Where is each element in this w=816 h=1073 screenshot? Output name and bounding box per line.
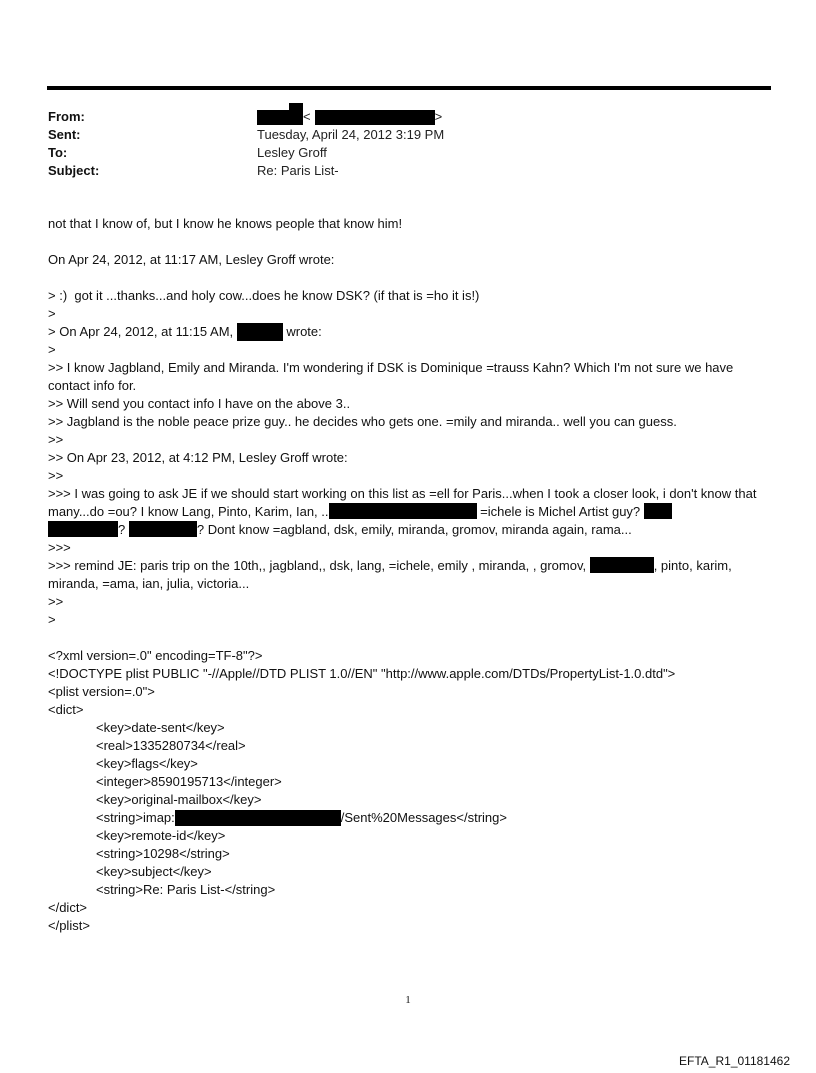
quoted-text: > On Apr 24, 2012, at 11:15 AM,: [48, 324, 237, 339]
plist-line: <key>flags</key>: [96, 756, 198, 771]
quoted-line: [48, 557, 773, 593]
from-gt: >: [434, 109, 443, 124]
plist-line: <string>10298</string>: [96, 846, 230, 861]
from-value: [257, 108, 442, 126]
plist-line: <integer>8590195713</integer>: [96, 774, 282, 789]
document-id: EFTA_R1_01181462: [679, 1054, 790, 1068]
plist-line: <string>Re: Paris List-</string>: [96, 882, 276, 897]
quoted-text: wrote:: [282, 324, 322, 339]
redaction-block: [257, 110, 289, 125]
to-value: Lesley Groff: [257, 145, 327, 160]
redaction-block: [315, 110, 435, 125]
plist-line: </plist>: [48, 918, 90, 933]
quoted-line: [48, 323, 773, 341]
quote-attribution: On Apr 24, 2012, at 11:17 AM, Lesley Groff wrote:: [48, 252, 335, 267]
to-label: To:: [48, 145, 68, 160]
redaction-block: [644, 503, 672, 519]
email-header: [48, 108, 444, 180]
plist-line: <key>original-mailbox</key>: [96, 792, 262, 807]
email-body: [48, 215, 773, 935]
redaction-block: [590, 557, 654, 573]
subject-row: [48, 162, 444, 180]
quoted-line: >: [48, 342, 56, 357]
subject-label: Subject:: [48, 163, 100, 178]
quoted-line: >>: [48, 594, 64, 609]
plist-text: <string>imap:: [96, 810, 175, 825]
sent-row: [48, 126, 444, 144]
plist-line: </dict>: [48, 900, 88, 915]
quoted-line: >>>: [48, 540, 71, 555]
plist-line: <!DOCTYPE plist PUBLIC "-//Apple//DTD PLIST 1.0//EN" "http://www.apple.com/DTDs/PropertyList-1.0.dtd">: [48, 666, 676, 681]
quoted-text: , pinto, karim, miranda, =ama, ian, julia, victoria...: [48, 558, 732, 591]
plist-text: /Sent%20Messages</string>: [340, 810, 507, 825]
quoted-line: >: [48, 612, 56, 627]
plist-line: <plist version=.0">: [48, 684, 155, 699]
redaction-block: [175, 810, 341, 826]
redaction-block: [48, 521, 118, 537]
quoted-line: >> I know Jagbland, Emily and Miranda. I'm wondering if DSK is Dominique =trauss Kahn? Which I'm not sure we have contact info for.: [48, 360, 734, 393]
to-row: [48, 144, 444, 162]
quoted-text: ?: [118, 522, 126, 537]
redaction-block: [329, 503, 477, 519]
redaction-block: [237, 323, 283, 341]
plist-line: <key>subject</key>: [96, 864, 212, 879]
quoted-line: >> On Apr 23, 2012, at 4:12 PM, Lesley Groff wrote:: [48, 450, 348, 465]
reply-text: not that I know of, but I know he knows people that know him!: [48, 216, 403, 231]
from-label: From:: [48, 109, 85, 124]
from-lt: <: [303, 109, 311, 124]
subject-value: Re: Paris List-: [257, 163, 339, 178]
plist-line: <key>remote-id</key>: [96, 828, 226, 843]
quoted-text: =ichele is Michel Artist guy?: [476, 504, 644, 519]
quoted-line: >> Jagbland is the noble peace prize guy.. he decides who gets one. =mily and miranda.. well you can guess.: [48, 414, 677, 429]
sent-value: Tuesday, April 24, 2012 3:19 PM: [257, 127, 445, 142]
plist-line: <dict>: [48, 702, 84, 717]
quoted-text: >>> remind JE: paris trip on the 10th,, jagbland,, dsk, lang, =ichele, emily , miranda, , gromov,: [48, 558, 590, 573]
quoted-text: >>> I was going to ask JE if we should start working on this list as =ell for Paris...when I took a closer look, i don't know that many...do =ou? I know Lang, Pinto, Karim, Ian, ..: [48, 486, 757, 519]
quoted-line: >> Will send you contact info I have on the above 3..: [48, 396, 351, 411]
quoted-line: >: [48, 306, 56, 321]
redaction-block: [289, 103, 303, 125]
quoted-line: >>: [48, 468, 64, 483]
page-number: 1: [405, 994, 411, 1006]
header-rule: [47, 86, 771, 90]
quoted-text: ? Dont know =agbland, dsk, emily, miranda, gromov, miranda again, rama...: [196, 522, 632, 537]
plist-line: [48, 809, 773, 827]
sent-label: Sent:: [48, 127, 81, 142]
from-row: [48, 108, 444, 126]
quoted-line: > :) got it ...thanks...and holy cow...does he know DSK? (if that is =ho it is!): [48, 288, 480, 303]
redaction-block: [129, 521, 197, 537]
plist-line: <?xml version=.0" encoding=TF-8"?>: [48, 648, 263, 663]
quoted-line: >>: [48, 432, 64, 447]
plist-line: <real>1335280734</real>: [96, 738, 246, 753]
quoted-line: [48, 485, 773, 539]
plist-line: <key>date-sent</key>: [96, 720, 225, 735]
